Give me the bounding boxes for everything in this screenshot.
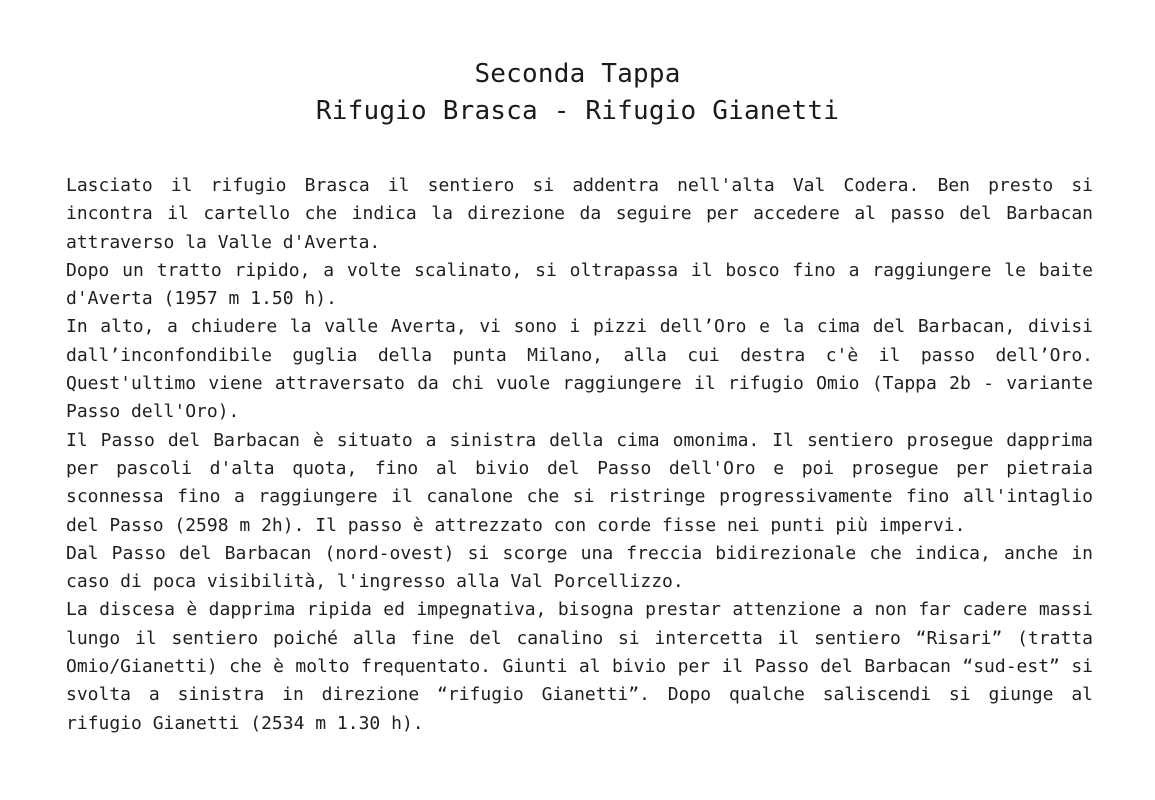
paragraph-porcellizzo: Dal Passo del Barbacan (nord-ovest) si scorge una freccia bidirezionale che indica, anche in caso di poca visibilità, l'ingresso alla Val Porcellizzo. [66,542,1093,593]
paragraph-oro: In alto, a chiudere la valle Averta, vi sono i pizzi dell’Oro e la cima del Barbacan, divisi dall’inconfondibile guglia della punta Milano, alla cui destra c'è il passo dell’Oro. Quest'ultimo viene attraversato da chi vuole raggiungere il rifugio Omio (Tappa 2b - variante Passo dell'Oro). [66,316,1093,423]
paragraph-averta: Dopo un tratto ripido, a volte scalinato, si oltrapassa il bosco fino a raggiungere le baite d'Averta (1957 m 1.50 h). [66,259,1093,310]
paragraph-descent: La discesa è dapprima ripida ed impegnativa, bisogna prestar attenzione a non far cadere massi lungo il sentiero poiché alla fine del canalino si intercetta il sentiero “Risari” (tratta Omio/Gianetti) che è molto frequentato. Giunti al bivio per il Passo del Barbacan “sud-est” si svolta a sinistra in direzione “rifugio Gianetti”. Dopo qualche saliscendi si giunge al rifugio Gianetti (2534 m 1.30 h). [66,599,1093,734]
stage-title: Seconda Tappa [474,59,681,89]
route-title: Rifugio Brasca - Rifugio Gianetti [315,96,840,126]
paragraph-barbacan: Il Passo del Barbacan è situato a sinistra della cima omonima. Il sentiero prosegue dapprima per pascoli d'alta quota, fino al bivio del Passo dell'Oro e poi prosegue per pietraia sconnessa fino a raggiungere il canalone che si ristringe progressivamente fino all'intaglio del Passo (2598 m 2h). Il passo è attrezzato con corde fisse nei punti più impervi. [66,429,1093,536]
title-block [0,56,1155,130]
paragraph-intro: Lasciato il rifugio Brasca il sentiero si addentra nell'alta Val Codera. Ben presto si incontra il cartello che indica la direzione da seguire per accedere al passo del Barbacan attraverso la Valle d'Averta. [66,175,1093,253]
body-text [66,172,1093,738]
